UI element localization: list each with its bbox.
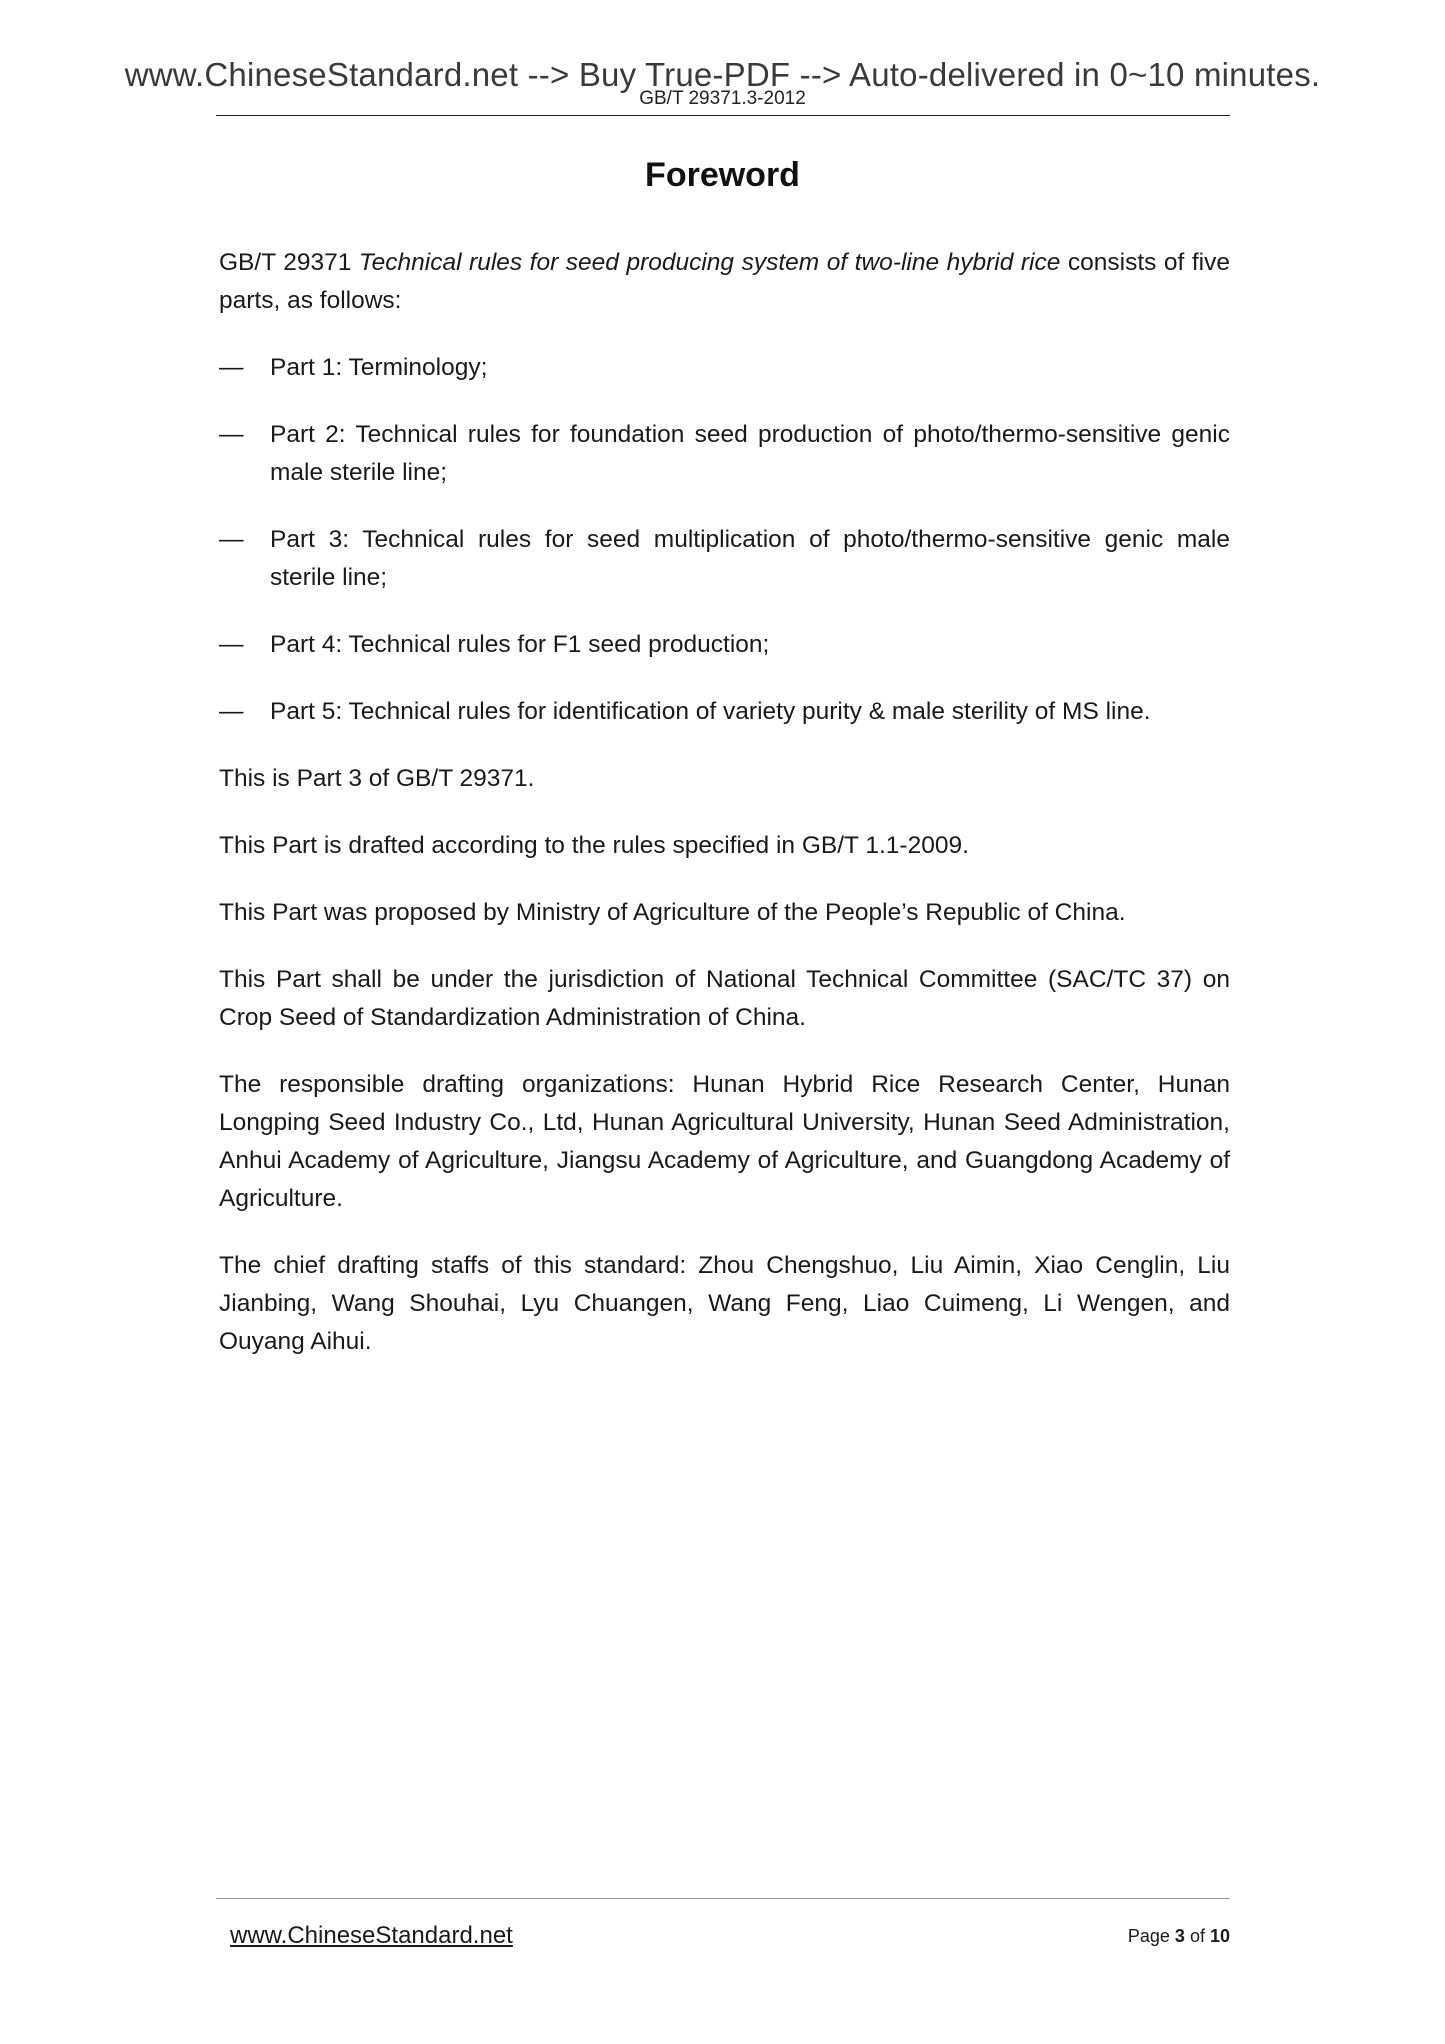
footer-website-link[interactable]: www.ChineseStandard.net	[230, 1922, 513, 1949]
list-item-text: Part 3: Technical rules for seed multiplication of photo/thermo-sensitive genic male sterile line;	[270, 526, 1230, 591]
dash-bullet: —	[219, 631, 244, 658]
document-body	[219, 244, 1230, 1390]
paragraph-drafting-staffs: The chief drafting staffs of this standard: Zhou Chengshuo, Liu Aimin, Xiao Cenglin, Liu Jianbing, Wang Shouhai, Lyu Chuangen, Wang Feng, Liao Cuimeng, Li Wengen, and Ouyang Aihui.	[219, 1252, 1230, 1355]
list-item-part-2	[219, 416, 1230, 492]
intro-paragraph	[219, 244, 1230, 320]
intro-italic-title: Technical rules for seed producing system of two-line hybrid rice	[358, 249, 1061, 276]
page-number	[1128, 1926, 1230, 1947]
dash-bullet: —	[219, 354, 244, 381]
intro-suffix: consists of five parts, as follows:	[219, 249, 1230, 314]
list-item-text: Part 2: Technical rules for foundation seed production of photo/thermo-sensitive genic male sterile line;	[270, 421, 1230, 486]
page-title: Foreword	[645, 156, 800, 194]
list-item-text: Part 4: Technical rules for F1 seed production;	[270, 631, 770, 658]
header-divider	[216, 115, 1230, 116]
paragraph-proposed-by: This Part was proposed by Ministry of Agriculture of the People’s Republic of China.	[219, 899, 1126, 926]
paragraph-jurisdiction: This Part shall be under the jurisdiction of National Technical Committee (SAC/TC 37) on Crop Seed of Standardization Administration of China.	[219, 966, 1230, 1031]
standard-code: GB/T 29371.3-2012	[639, 88, 806, 109]
dash-bullet: —	[219, 421, 244, 448]
page-total: 10	[1209, 1926, 1230, 1946]
dash-bullet: —	[219, 698, 244, 725]
top-banner-link[interactable]: www.ChineseStandard.net --> Buy True-PDF --> Auto-delivered in 0~10 minutes.	[124, 56, 1321, 93]
intro-prefix: GB/T 29371	[219, 249, 359, 276]
footer-divider	[216, 1898, 1230, 1899]
list-item-text: Part 5: Technical rules for identification of variety purity & male sterility of MS line.	[270, 698, 1151, 725]
paragraph-drafting-organizations: The responsible drafting organizations: Hunan Hybrid Rice Research Center, Hunan Longping Seed Industry Co., Ltd, Hunan Agricultural University, Hunan Seed Administration, Anhui Academy of Agriculture, Jiangsu Academy of Agriculture, and Guangdong Academy of Agriculture.	[219, 1071, 1230, 1212]
paragraph-part-statement: This is Part 3 of GB/T 29371.	[219, 765, 535, 792]
page-word: Page	[1127, 1926, 1170, 1946]
page-of: of	[1189, 1926, 1205, 1946]
list-item-part-3	[219, 521, 1230, 597]
list-item-text: Part 1: Terminology;	[270, 354, 488, 381]
list-item-part-1	[219, 349, 1230, 387]
page-current: 3	[1174, 1926, 1185, 1946]
paragraph-drafting-rules: This Part is drafted according to the rules specified in GB/T 1.1-2009.	[219, 832, 969, 859]
dash-bullet: —	[219, 526, 244, 553]
list-item-part-4	[219, 626, 1230, 664]
list-item-part-5	[219, 693, 1230, 731]
